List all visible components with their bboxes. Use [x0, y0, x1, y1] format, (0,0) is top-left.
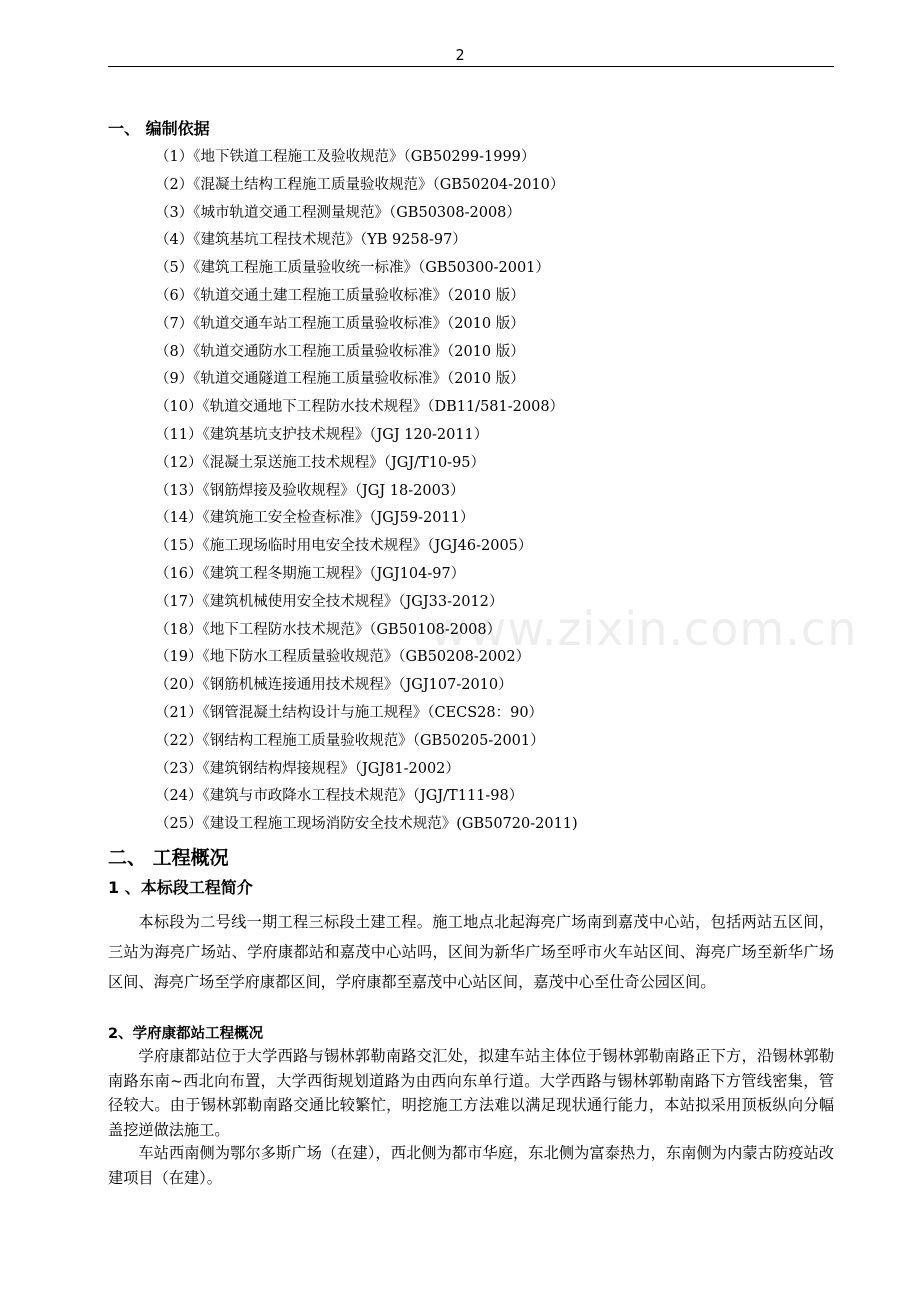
reference-item: （17）《建筑机械使用安全技术规程》（JGJ33-2012）	[155, 593, 504, 610]
reference-item: （22）《钢结构工程施工质量验收规范》（GB50205-2001）	[155, 732, 545, 749]
reference-item: （1）《地下铁道工程施工及验收规范》（GB50299-1999）	[155, 149, 536, 165]
reference-item: （13）《钢筋焊接及验收规程》（JGJ 18-2003）	[155, 482, 465, 499]
reference-item: （23）《建筑钢结构焊接规程》（JGJ81-2002）	[155, 760, 460, 777]
page-number: 2	[455, 46, 465, 64]
subsection-2-paragraph-1: 学府康都站位于大学西路与锡林郭勒南路交汇处，拟建车站主体位于锡林郭勒南路正下方，沿锡林郭勒南路东南~西北向布置，大学西街规划道路为由西向东单行道。大学西路与锡林郭勒南路下方管线密集，管径较大。由于锡林郭勒南路交通比较繁忙，明挖施工方法难以满足现状通行能力，本站拟采用顶板纵向分幅盖挖逆做法施工。	[108, 1047, 834, 1139]
reference-item: （3）《城市轨道交通工程测量规范》（GB50308-2008）	[155, 204, 521, 221]
section-2-heading: 二、 工程概况	[108, 847, 229, 869]
reference-item: （21）《钢管混凝土结构设计与施工规程》（CECS28：90）	[155, 704, 544, 721]
header-rule	[108, 66, 834, 67]
reference-item: （7）《轨道交通车站工程施工质量验收标准》（2010 版）	[155, 315, 525, 332]
reference-item: （4）《建筑基坑工程技术规范》（YB 9258-97）	[155, 232, 467, 249]
reference-item: （10）《轨道交通地下工程防水技术规程》（DB11/581-2008）	[155, 399, 565, 416]
subsection-2-heading: 2、学府康都站工程概况	[108, 1026, 264, 1042]
reference-list	[155, 144, 578, 839]
reference-item: （14）《建筑施工安全检查标准》（JGJ59-2011）	[155, 510, 475, 527]
reference-item: （5）《建筑工程施工质量验收统一标准》（GB50300-2001）	[155, 260, 550, 277]
reference-item: （20）《钢筋机械连接通用技术规程》（JGJ107-2010）	[155, 677, 513, 694]
subsection-2-paragraph-2: 车站西南侧为鄂尔多斯广场（在建），西北侧为都市华庭，东北侧为富泰热力，东南侧为内蒙古防疫站改建项目（在建）。	[108, 1144, 834, 1187]
reference-item: （8）《轨道交通防水工程施工质量验收标准》（2010 版）	[155, 343, 525, 360]
watermark: www.zixin.com.cn	[430, 602, 858, 656]
reference-item: （24）《建筑与市政降水工程技术规范》（JGJ/T111-98）	[155, 788, 524, 805]
reference-item: （11）《建筑基坑支护技术规程》（JGJ 120-2011）	[155, 426, 489, 443]
reference-item: （16）《建筑工程冬期施工规程》（JGJ104-97）	[155, 565, 466, 582]
subsection-1-paragraph: 本标段为二号线一期工程三标段土建工程。施工地点北起海亮广场南到嘉茂中心站，包括两站五区间，三站为海亮广场站、学府康都站和嘉茂中心站吗，区间为新华广场至呼市火车站区间、海亮广场至新华广场区间、海亮广场至学府康都区间，学府康都至嘉茂中心站区间，嘉茂中心至仕奇公园区间。	[108, 913, 834, 991]
reference-item: （15）《施工现场临时用电安全技术规程》（JGJ46-2005）	[155, 538, 533, 555]
reference-item: （19）《地下防水工程质量验收规范》（GB50208-2002）	[155, 649, 531, 666]
reference-item: （18）《地下工程防水技术规范》（GB50108-2008）	[155, 621, 502, 638]
subsection-1-heading: 1 、本标段工程简介	[108, 878, 253, 897]
reference-item: （2）《混凝土结构工程施工质量验收规范》（GB50204-2010）	[155, 176, 565, 193]
reference-item: （25）《建设工程施工现场消防安全技术规范》(GB50720-2011)	[155, 816, 578, 833]
reference-item: （12）《混凝土泵送施工技术规程》（JGJ/T10-95）	[155, 454, 486, 471]
section-1-heading: 一、 编制依据	[108, 119, 210, 138]
reference-item: （9）《轨道交通隧道工程施工质量验收标准》（2010 版）	[155, 371, 525, 388]
reference-item: （6）《轨道交通土建工程施工质量验收标准》（2010 版）	[155, 287, 525, 304]
